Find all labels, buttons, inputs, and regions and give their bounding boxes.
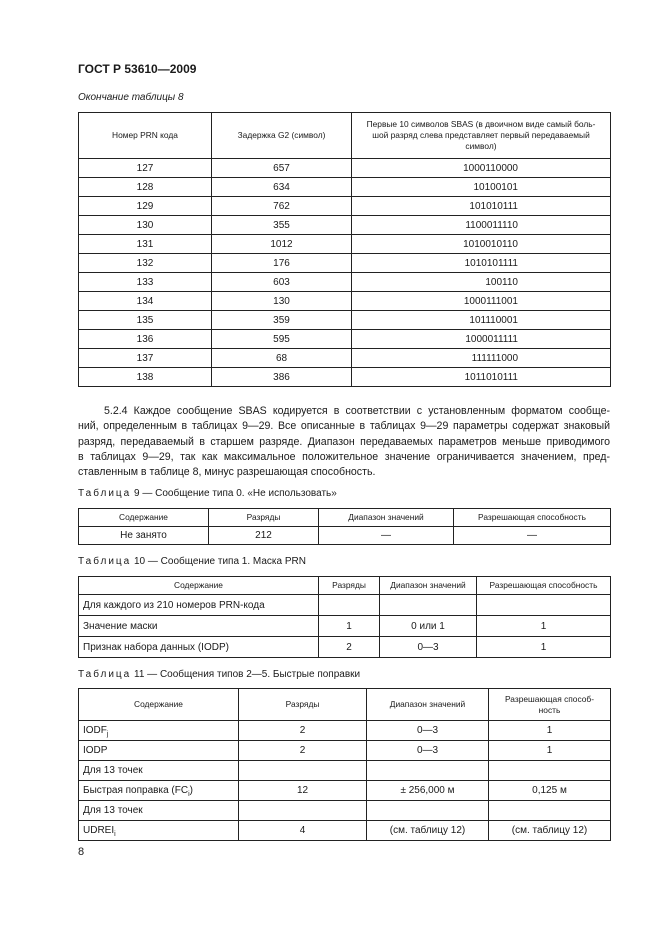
table10-caption — [78, 556, 306, 567]
table11-content-subscript: i — [188, 791, 190, 798]
table10-caption-text: 10 — Сообщение типа 1. Маска PRN — [134, 556, 306, 567]
table-row — [79, 330, 611, 349]
table11-content-suffix: ) — [189, 785, 193, 796]
table10-col-range: Диапазон значений — [380, 577, 477, 595]
table-row — [79, 235, 611, 254]
table11-content-subscript: i — [114, 831, 116, 838]
table11-res-cell: 1 — [489, 741, 611, 761]
table11-caption-prefix: Таблица — [78, 669, 132, 680]
table-row — [79, 761, 611, 781]
g2-delay-cell: 68 — [212, 349, 352, 368]
prn-code-cell: 131 — [79, 235, 212, 254]
sbas-symbols-cell: 101110001 — [352, 311, 611, 330]
table9-cell: — — [319, 527, 454, 545]
sbas-symbols-cell: 100110 — [352, 273, 611, 292]
g2-delay-cell: 634 — [212, 178, 352, 197]
g2-delay-cell: 1012 — [212, 235, 352, 254]
table8-col-sbas-line2: шой разряд слева представляет первый передаваемый — [372, 130, 590, 140]
table11-header-row — [79, 689, 611, 721]
table11-content-label: UDREI — [83, 825, 115, 836]
paragraph-line: 5.2.4 Каждое сообщение SBAS кодируется в соответствии с установленным форматом сообще- — [104, 405, 610, 417]
table-row — [79, 254, 611, 273]
table9-cell: — — [454, 527, 611, 545]
sbas-symbols-cell: 1000110000 — [352, 159, 611, 178]
table10-cell — [380, 595, 477, 616]
table-row — [79, 292, 611, 311]
table11-res-cell: (см. таблицу 12) — [489, 821, 611, 841]
paragraph-5-2-4 — [78, 404, 610, 480]
prn-code-cell: 133 — [79, 273, 212, 292]
table11-content-cell — [79, 801, 239, 821]
table11-col-bits: Разряды — [239, 689, 367, 721]
table10-cell: 1 — [477, 637, 611, 658]
table-row — [79, 159, 611, 178]
paragraph-line: разряд, передаваемый в старшем разряде. Диапазон передаваемых параметров меньше приводимого — [78, 435, 610, 448]
table-row — [79, 273, 611, 292]
table11-caption-text: 11 — Сообщения типов 2—5. Быстрые поправки — [134, 669, 361, 680]
table-row — [79, 527, 611, 545]
prn-code-cell: 129 — [79, 197, 212, 216]
table8-caption: Окончание таблицы 8 — [78, 92, 184, 103]
prn-code-cell: 132 — [79, 254, 212, 273]
table11-bits-cell: 4 — [239, 821, 367, 841]
table11-col-resolution-line1: Разрешающая способ- — [504, 693, 594, 704]
table11-content-cell — [79, 721, 239, 741]
table10-cell: 1 — [477, 616, 611, 637]
sbas-symbols-cell: 1000111001 — [352, 292, 611, 311]
table10-header-row — [79, 577, 611, 595]
sbas-symbols-cell: 1010101111 — [352, 254, 611, 273]
table11-content-cell — [79, 821, 239, 841]
table-row — [79, 616, 611, 637]
table11-range-cell — [367, 801, 489, 821]
document-header: ГОСТ Р 53610—2009 — [78, 62, 197, 76]
table-row — [79, 368, 611, 387]
table-row — [79, 178, 611, 197]
g2-delay-cell: 603 — [212, 273, 352, 292]
table10-cell — [319, 595, 380, 616]
g2-delay-cell: 386 — [212, 368, 352, 387]
sbas-symbols-cell: 1000011111 — [352, 330, 611, 349]
table11-col-range: Диапазон значений — [367, 689, 489, 721]
table8-header-row — [79, 113, 611, 159]
table-row — [79, 349, 611, 368]
table11-col-content: Содержание — [79, 689, 239, 721]
table10-cell — [477, 595, 611, 616]
table11-body — [79, 721, 611, 841]
table10-cell: 1 — [319, 616, 380, 637]
table11-content-cell — [79, 761, 239, 781]
paragraph-line: в таблицах 9—29, так как максимальное положительное значение ограничивается значением, пред- — [78, 450, 610, 463]
table11-range-cell: 0—3 — [367, 721, 489, 741]
table10-cell: Значение маски — [79, 616, 319, 637]
table10-caption-prefix: Таблица — [78, 556, 132, 567]
prn-code-cell: 134 — [79, 292, 212, 311]
table8-col-delay: Задержка G2 (символ) — [212, 113, 352, 159]
g2-delay-cell: 176 — [212, 254, 352, 273]
table-row — [79, 216, 611, 235]
table11-res-cell: 1 — [489, 721, 611, 741]
table11-bits-cell: 12 — [239, 781, 367, 801]
table11-range-cell: (см. таблицу 12) — [367, 821, 489, 841]
table9-col-range: Диапазон значений — [319, 509, 454, 527]
table10-cell: 0—3 — [380, 637, 477, 658]
table10-col-content: Содержание — [79, 577, 319, 595]
table11-bits-cell: 2 — [239, 721, 367, 741]
prn-code-cell: 135 — [79, 311, 212, 330]
prn-code-cell: 128 — [79, 178, 212, 197]
page-number: 8 — [78, 846, 85, 858]
table9-col-content: Содержание — [79, 509, 209, 527]
sbas-symbols-cell: 1011010111 — [352, 368, 611, 387]
table9-col-resolution: Разрешающая способность — [454, 509, 611, 527]
table11-res-cell — [489, 801, 611, 821]
table10-cell: Для каждого из 210 номеров PRN-кода — [79, 595, 319, 616]
prn-code-cell: 130 — [79, 216, 212, 235]
g2-delay-cell: 355 — [212, 216, 352, 235]
sbas-symbols-cell: 111111000 — [352, 349, 611, 368]
table11-content-label: Быстрая поправка (FC — [83, 785, 189, 796]
g2-delay-cell: 657 — [212, 159, 352, 178]
table11-content-cell — [79, 741, 239, 761]
table9 — [78, 508, 611, 545]
table-row — [79, 821, 611, 841]
table8-col-sbas-line1: Первые 10 символов SBAS (в двоичном виде самый боль- — [366, 119, 596, 129]
paragraph-line: ставленным в таблице 8, минус разрешающая способность. — [78, 466, 376, 479]
table8 — [78, 112, 611, 387]
table11-range-cell: 0—3 — [367, 741, 489, 761]
table-row — [79, 311, 611, 330]
g2-delay-cell: 359 — [212, 311, 352, 330]
table11-content-label: IODP — [83, 745, 108, 756]
table11-bits-cell — [239, 761, 367, 781]
table11-bits-cell — [239, 801, 367, 821]
paragraph-line: ний, определенным в таблицах 9—29. Все описанные в таблицах 9—29 параметры содержат знаковый — [78, 420, 610, 433]
prn-code-cell: 136 — [79, 330, 212, 349]
table11-col-resolution-line2: ность — [538, 704, 561, 715]
table11-bits-cell: 2 — [239, 741, 367, 761]
table9-cell: 212 — [209, 527, 319, 545]
table11-range-cell: ± 256,000 м — [367, 781, 489, 801]
table8-col-sbas — [352, 113, 611, 159]
table11-res-cell: 0,125 м — [489, 781, 611, 801]
table9-cell: Не занято — [79, 527, 209, 545]
sbas-symbols-cell: 10100101 — [352, 178, 611, 197]
prn-code-cell: 138 — [79, 368, 212, 387]
table9-col-bits: Разряды — [209, 509, 319, 527]
table-row — [79, 637, 611, 658]
table11-res-cell — [489, 761, 611, 781]
table11-content-label: Для 13 точек — [83, 805, 143, 816]
prn-code-cell: 137 — [79, 349, 212, 368]
sbas-symbols-cell: 101010111 — [352, 197, 611, 216]
table9-caption-prefix: Таблица — [78, 488, 132, 499]
table11-caption — [78, 669, 360, 680]
table-row — [79, 721, 611, 741]
table10-cell: Признак набора данных (IODP) — [79, 637, 319, 658]
table10-cell: 2 — [319, 637, 380, 658]
table8-col-prn: Номер PRN кода — [79, 113, 212, 159]
table8-col-sbas-line3: символ) — [465, 141, 497, 151]
g2-delay-cell: 595 — [212, 330, 352, 349]
table-row — [79, 781, 611, 801]
table11-content-cell — [79, 781, 239, 801]
table-row — [79, 741, 611, 761]
table10 — [78, 576, 611, 658]
table11 — [78, 688, 611, 841]
table10-col-bits: Разряды — [319, 577, 380, 595]
prn-code-cell: 127 — [79, 159, 212, 178]
table9-header-row — [79, 509, 611, 527]
table11-content-subscript: j — [106, 731, 109, 738]
table10-cell: 0 или 1 — [380, 616, 477, 637]
g2-delay-cell: 130 — [212, 292, 352, 311]
table-row — [79, 197, 611, 216]
sbas-symbols-cell: 1100011110 — [352, 216, 611, 235]
table9-caption — [78, 488, 337, 499]
table8-body — [79, 159, 611, 387]
table11-content-label: IODF — [83, 725, 107, 736]
table10-col-resolution: Разрешающая способность — [477, 577, 611, 595]
table11-col-resolution — [489, 689, 611, 721]
table11-range-cell — [367, 761, 489, 781]
g2-delay-cell: 762 — [212, 197, 352, 216]
table-row — [79, 801, 611, 821]
table11-content-label: Для 13 точек — [83, 765, 143, 776]
table-row — [79, 595, 611, 616]
sbas-symbols-cell: 1010010110 — [352, 235, 611, 254]
table9-caption-text: 9 — Сообщение типа 0. «Не использовать» — [134, 488, 337, 499]
